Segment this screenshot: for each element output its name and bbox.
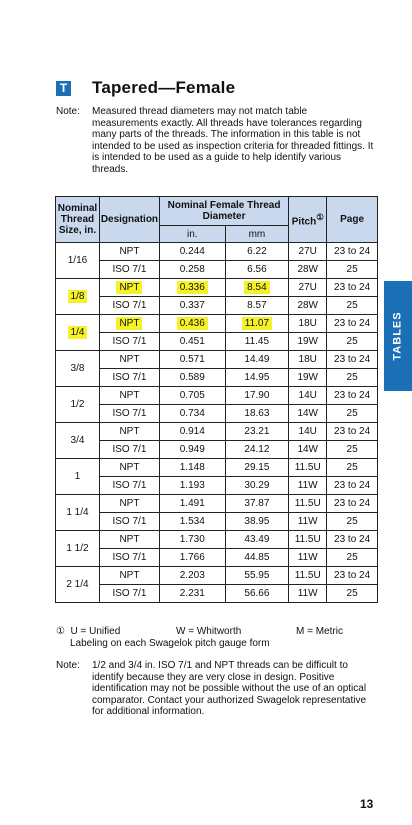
cell-mm: 8.57 [225,297,289,315]
cell-page: 25 [327,585,378,603]
cell-in: 0.589 [159,369,225,387]
table-row [56,477,378,495]
cell-size: 1 1/2 [56,531,100,567]
cell-mm: 24.12 [225,441,289,459]
cell-page: 23 to 24 [327,279,378,297]
cell-pitch: 27U [289,279,327,297]
cell-in: 0.436 [159,315,225,333]
header-diameter: Nominal Female Thread Diameter [159,197,288,226]
cell-mm: 23.21 [225,423,289,441]
cell-in: 1.491 [159,495,225,513]
note-intro [56,106,376,176]
cell-pitch: 18U [289,315,327,333]
cell-in: 0.336 [159,279,225,297]
cell-page: 23 to 24 [327,477,378,495]
cell-designation: NPT [99,531,159,549]
cell-page: 23 to 24 [327,387,378,405]
cell-mm: 56.66 [225,585,289,603]
cell-designation: NPT [99,351,159,369]
cell-designation: NPT [99,279,159,297]
cell-in: 1.766 [159,549,225,567]
table-row [56,405,378,423]
page-number: 13 [360,797,374,811]
cell-in: 0.949 [159,441,225,459]
table-row [56,531,378,549]
cell-page: 25 [327,333,378,351]
cell-in: 0.914 [159,423,225,441]
cell-size: 1/8 [56,279,100,315]
table-body [56,243,378,603]
cell-in: 0.337 [159,297,225,315]
cell-size: 1/2 [56,387,100,423]
table-row [56,513,378,531]
cell-size: 2 1/4 [56,567,100,603]
page-title: Tapered—Female [92,78,236,97]
header-size: Nominal Thread Size, in. [56,197,100,243]
table-row [56,261,378,279]
cell-page: 23 to 24 [327,567,378,585]
cell-designation: ISO 7/1 [99,549,159,567]
cell-mm: 6.56 [225,261,289,279]
cell-page: 23 to 24 [327,351,378,369]
cell-page: 23 to 24 [327,315,378,333]
cell-pitch: 11W [289,585,327,603]
cell-mm: 37.87 [225,495,289,513]
note-label: Note: [56,106,80,117]
cell-mm: 55.95 [225,567,289,585]
table-row [56,567,378,585]
cell-in: 1.730 [159,531,225,549]
cell-mm: 18.63 [225,405,289,423]
cell-pitch: 18U [289,351,327,369]
cell-pitch: 11.5U [289,531,327,549]
cell-mm: 14.49 [225,351,289,369]
cell-in: 0.734 [159,405,225,423]
cell-designation: NPT [99,243,159,261]
cell-designation: ISO 7/1 [99,585,159,603]
cell-page: 23 to 24 [327,495,378,513]
cell-pitch: 11.5U [289,495,327,513]
table-row [56,369,378,387]
cell-page: 25 [327,261,378,279]
cell-designation: ISO 7/1 [99,513,159,531]
cell-pitch: 11.5U [289,459,327,477]
cell-in: 2.231 [159,585,225,603]
cell-designation: ISO 7/1 [99,405,159,423]
cell-designation: NPT [99,459,159,477]
cell-pitch: 27U [289,243,327,261]
cell-mm: 38.95 [225,513,289,531]
cell-in: 1.193 [159,477,225,495]
cell-designation: NPT [99,567,159,585]
cell-size: 1 1/4 [56,495,100,531]
footnote [56,626,343,649]
note-label: Note: [56,660,80,671]
cell-size: 1/16 [56,243,100,279]
cell-in: 1.148 [159,459,225,477]
cell-pitch: 28W [289,297,327,315]
cell-pitch: 19W [289,369,327,387]
cell-pitch: 11W [289,549,327,567]
table-row [56,297,378,315]
cell-size: 1 [56,459,100,495]
cell-pitch: 28W [289,261,327,279]
cell-designation: ISO 7/1 [99,477,159,495]
cell-pitch: 19W [289,333,327,351]
tables-tab-label: TABLES [392,311,404,361]
table-row [56,549,378,567]
cell-mm: 11.45 [225,333,289,351]
header-pitch: Pitch① [289,197,327,243]
cell-pitch: 14W [289,441,327,459]
cell-page: 25 [327,297,378,315]
cell-designation: ISO 7/1 [99,441,159,459]
section-badge: T [56,81,71,96]
cell-designation: ISO 7/1 [99,261,159,279]
table-row [56,315,378,333]
cell-mm: 17.90 [225,387,289,405]
footnote-metric: M = Metric [296,626,343,637]
cell-designation: ISO 7/1 [99,297,159,315]
cell-mm: 6.22 [225,243,289,261]
cell-page: 25 [327,513,378,531]
cell-in: 0.705 [159,387,225,405]
footnote-marker: ① [56,626,65,637]
tables-tab[interactable] [384,281,412,391]
cell-designation: NPT [99,387,159,405]
footnote-whitworth: W = Whitworth [176,626,242,637]
cell-size: 3/8 [56,351,100,387]
table-row [56,495,378,513]
cell-in: 0.258 [159,261,225,279]
header-page: Page [327,197,378,243]
cell-page: 23 to 24 [327,243,378,261]
note-text: Measured thread diameters may not match table measurements exactly. All threads have tolerances regarding many parts of the threads. The information in this table is not intended to be used as inspection criteria for threaded fittings. It is intended to be used as a guide to help identify various threads. [92,106,374,175]
table-row [56,423,378,441]
cell-in: 1.534 [159,513,225,531]
table-row [56,351,378,369]
cell-pitch: 11.5U [289,567,327,585]
cell-designation: ISO 7/1 [99,333,159,351]
cell-pitch: 11W [289,513,327,531]
cell-designation: NPT [99,423,159,441]
cell-mm: 29.15 [225,459,289,477]
cell-in: 0.571 [159,351,225,369]
cell-mm: 11.07 [225,315,289,333]
cell-page: 23 to 24 [327,423,378,441]
cell-in: 2.203 [159,567,225,585]
cell-designation: NPT [99,495,159,513]
cell-page: 23 to 24 [327,531,378,549]
footnote-unified: U = Unified [70,626,121,637]
cell-mm: 14.95 [225,369,289,387]
cell-designation: ISO 7/1 [99,369,159,387]
cell-page: 25 [327,405,378,423]
cell-pitch: 14U [289,423,327,441]
cell-size: 3/4 [56,423,100,459]
cell-mm: 43.49 [225,531,289,549]
cell-page: 25 [327,441,378,459]
note-text: 1/2 and 3/4 in. ISO 7/1 and NPT threads can be difficult to identify because they are very close in design. Positive identification may not be possible without the use of an optical comparator. Contact your authorized Swagelok representative for additional information. [92,660,367,718]
table-row [56,279,378,297]
cell-page: 25 [327,549,378,567]
cell-pitch: 14W [289,405,327,423]
section-header [56,78,235,98]
footnote-labeling: Labeling on each Swagelok pitch gauge form [70,637,270,649]
header-in: in. [159,226,225,243]
header-mm: mm [225,226,289,243]
cell-designation: NPT [99,315,159,333]
cell-page: 25 [327,369,378,387]
cell-page: 25 [327,459,378,477]
table-row [56,243,378,261]
cell-size: 1/4 [56,315,100,351]
cell-pitch: 14U [289,387,327,405]
table-row [56,387,378,405]
cell-in: 0.451 [159,333,225,351]
table-row [56,441,378,459]
header-designation: Designation [99,197,159,243]
cell-in: 0.244 [159,243,225,261]
table-row [56,333,378,351]
cell-mm: 8.54 [225,279,289,297]
thread-table [55,196,378,603]
cell-pitch: 11W [289,477,327,495]
note-identification [56,660,376,718]
table-row [56,459,378,477]
cell-mm: 44.85 [225,549,289,567]
table-row [56,585,378,603]
cell-mm: 30.29 [225,477,289,495]
